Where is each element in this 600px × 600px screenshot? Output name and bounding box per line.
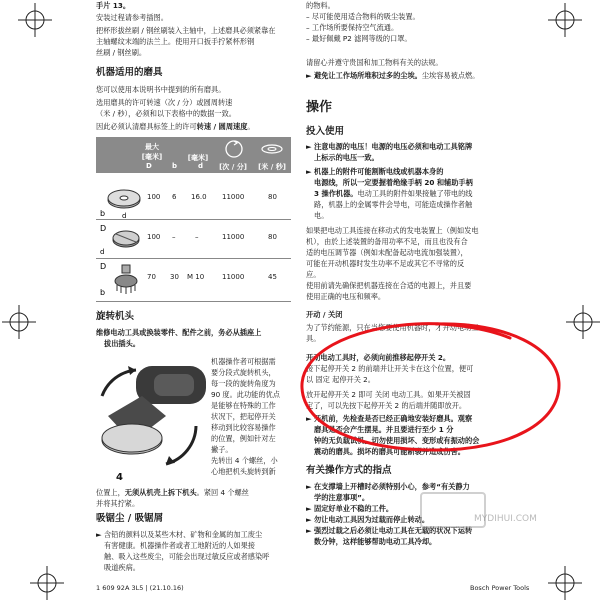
svg-text:b: b	[100, 209, 106, 218]
table-cell: 6	[172, 193, 177, 201]
header-D: D	[146, 162, 152, 170]
angle-grinder-illustration	[96, 356, 210, 486]
label-paragraph: 因此必须认清磨具标签上的许可转速 / 圆周速度。	[96, 122, 255, 131]
rotate-warning: 维修电动工具或换装零件、配件之前，务必从插座上 拔出插头。	[96, 328, 262, 348]
peripheral-speed-icon	[260, 142, 284, 156]
registration-mark-icon	[18, 3, 52, 37]
switch-intro: 为了节约能源，只在当您要使用机器时，才开动电动工 具。	[306, 323, 479, 343]
header-rpm: [次 / 分]	[219, 163, 247, 171]
switch-off-paragraph: 放开起停开关 2 即可 关闭 电动工具。如果开关被固 定了，可以先按下起停开关 2 的后端并随即放开。	[306, 390, 471, 410]
speed-paragraph: 选用磨具的许可转速（次 / 分）或圆周转速 （米 / 秒），必须和以下表格中的数据一致。	[96, 98, 236, 118]
svg-text:D: D	[100, 262, 107, 271]
table-cell: 11000	[222, 193, 245, 201]
tips-list: ► 在支撑墙上开槽时必须特别小心，参考“有关静力 学的注意事项”。 ► 固定好单业不稳的工件。 ► 勿让电动工具因为过载而停止转动。 ► 强烈过载之后必须让电动工具在无载的状况下运转 数分钟，这样能够帮助电动工具冷却。	[306, 482, 473, 546]
section-title-commission: 投入使用	[306, 126, 345, 137]
header-ms: [米 / 秒]	[258, 163, 286, 171]
red-annotation-circle	[296, 318, 566, 456]
registration-mark-icon	[30, 566, 64, 600]
svg-text:b: b	[100, 288, 106, 297]
cable-warning: ► 机器上的附件可能割断电线或机器本身的 电源线，所以一定要握着绝缘手柄 20 和辅助手柄 3 操作机器。电动工具的附件如果接触了带电的线 路，机器上的金属零件会导电，可能造成操作者触 电。	[306, 167, 473, 220]
section-title-tips: 有关操作方式的指点	[306, 465, 392, 476]
regulation-note: 请留心并遵守贵国和加工物料有关的法规。	[306, 58, 443, 67]
registration-mark-icon	[2, 305, 36, 339]
registration-mark-icon	[548, 3, 582, 37]
wire-brush-icon	[98, 222, 142, 258]
footer-code: 1 609 92A 3L5 | (21.10.16)	[96, 584, 184, 592]
table-cell: M 10	[187, 273, 205, 281]
top-fragment-right: 的物料。 – 尽可能使用适合物料的吸尘装置。 – 工作场所要保持空气流通。 – 最好佩戴 P2 滤网等级的口罩。	[306, 1, 420, 43]
dust-warning: ► 避免让工作场所堆积过多的尘埃。尘埃容易被点燃。	[306, 71, 480, 80]
grinding-disc-icon	[98, 180, 142, 220]
table-cell: 100	[147, 233, 161, 241]
voltage-warning: ► 注意电源的电压！电源的电压必须和电动工具铭牌 上标示的电压一致。	[306, 142, 473, 162]
tools-paragraph: 您可以使用本说明书中提到的所有磨具。	[96, 85, 226, 94]
svg-text:d: d	[122, 212, 127, 220]
registration-mark-icon	[548, 566, 582, 600]
table-cell: 30	[170, 273, 179, 281]
table-cell: 80	[268, 193, 277, 201]
heading-operation: 操作	[306, 100, 333, 115]
header-b: b	[172, 162, 178, 170]
cup-brush-icon	[98, 259, 142, 301]
install-ref: 安装过程请参考插图。	[96, 13, 168, 22]
table-cell: 16.0	[191, 193, 207, 201]
table-cell: 11000	[222, 273, 245, 281]
header-max: 最大 [毫米]	[141, 143, 163, 161]
table-cell: 80	[268, 233, 277, 241]
header-mm: [毫米]	[187, 154, 209, 162]
svg-text:4: 4	[116, 472, 123, 483]
rotation-speed-icon	[223, 138, 245, 160]
table-cell: –	[172, 233, 176, 241]
top-fragment: 手片 13。	[96, 1, 131, 10]
dust-paragraph: ► 含铅的颜料以及某些木材、矿物和金属的加工废尘 有害健康。机器操作者或者工地附近的人如果接 触、吸入这些废尘，可能会出现过敏反应或者感染呼 吸道疾病。	[96, 530, 270, 572]
section-title-rotate: 旋转机头	[96, 311, 135, 322]
row-divider	[96, 219, 291, 220]
svg-text:D: D	[100, 224, 107, 233]
generator-paragraph: 如果把电动工具连接在移动式的发电装置上（例如发电 机），由於上述装置的备用功率不足，而且也没有合 适的电压调节器（例如未配备起动电流加强装置）， 可能在开动机器时发生功率不足或其它不寻常的反 应。 使用前请先确保把机器连接在合适的电源上，并且要 使用正确的电压和频率。	[306, 226, 479, 301]
rotate-paragraph-end2: 并将其拧紧。	[96, 499, 140, 508]
switch-on-paragraph: 开动电动工具时，必须向前推移起停开关 2。 接下起停开关 2 的前端并让开关卡在这个位置，便可 以 固定 起停开关 2。	[306, 353, 474, 384]
table-cell: –	[195, 233, 199, 241]
header-d: d	[198, 162, 204, 170]
table-cell: 70	[147, 273, 156, 281]
section-title-tools: 机器适用的磨具	[96, 67, 163, 78]
table-cell: 100	[147, 193, 161, 201]
row-divider	[96, 301, 291, 302]
rotate-paragraph-end: 位置上，无须从机壳上拆下机头。紧回 4 个螺丝	[96, 488, 249, 497]
rotate-paragraph: 机器操作者可根据需 要分段式旋转机头， 每一段的旋转角度为 90 度。此功能的优点 是能够在特殊的工作 状况下，把起停开关 移动到比较容易操作 的位置，例如针对左 撇子。 先转出 4 个螺丝，小 心地把机头旋转到新	[211, 357, 280, 476]
svg-text:d: d	[100, 248, 105, 256]
section-title-switch: 开动 / 关闭	[306, 310, 343, 319]
table-cell: 45	[268, 273, 277, 281]
registration-mark-icon	[566, 305, 600, 339]
check-paragraph: ► 开机前，先检查是否已经正确地安装好磨具。观察 磨具是否会产生摆晃。并且要进行至少 1 分 钟的无负载试机。切勿使用损坏、变形或有振动的会 震动的磨具。损坏的磨具可能断裂并造成伤害。	[306, 414, 480, 456]
brush-paragraph: 把杯形拔丝刷 / 钢丝刷装入主轴中，上述磨具必须紧靠在 主轴螺纹末端的法兰上。使用开口扳手拧紧杯形钢 丝刷 / 钢丝刷。	[96, 26, 276, 57]
footer-brand: Bosch Power Tools	[470, 584, 530, 592]
watermark-text: MYDIHUI.COM	[474, 514, 537, 524]
section-title-dust: 吸锯尘 / 吸锯屑	[96, 513, 164, 524]
table-cell: 11000	[222, 233, 245, 241]
